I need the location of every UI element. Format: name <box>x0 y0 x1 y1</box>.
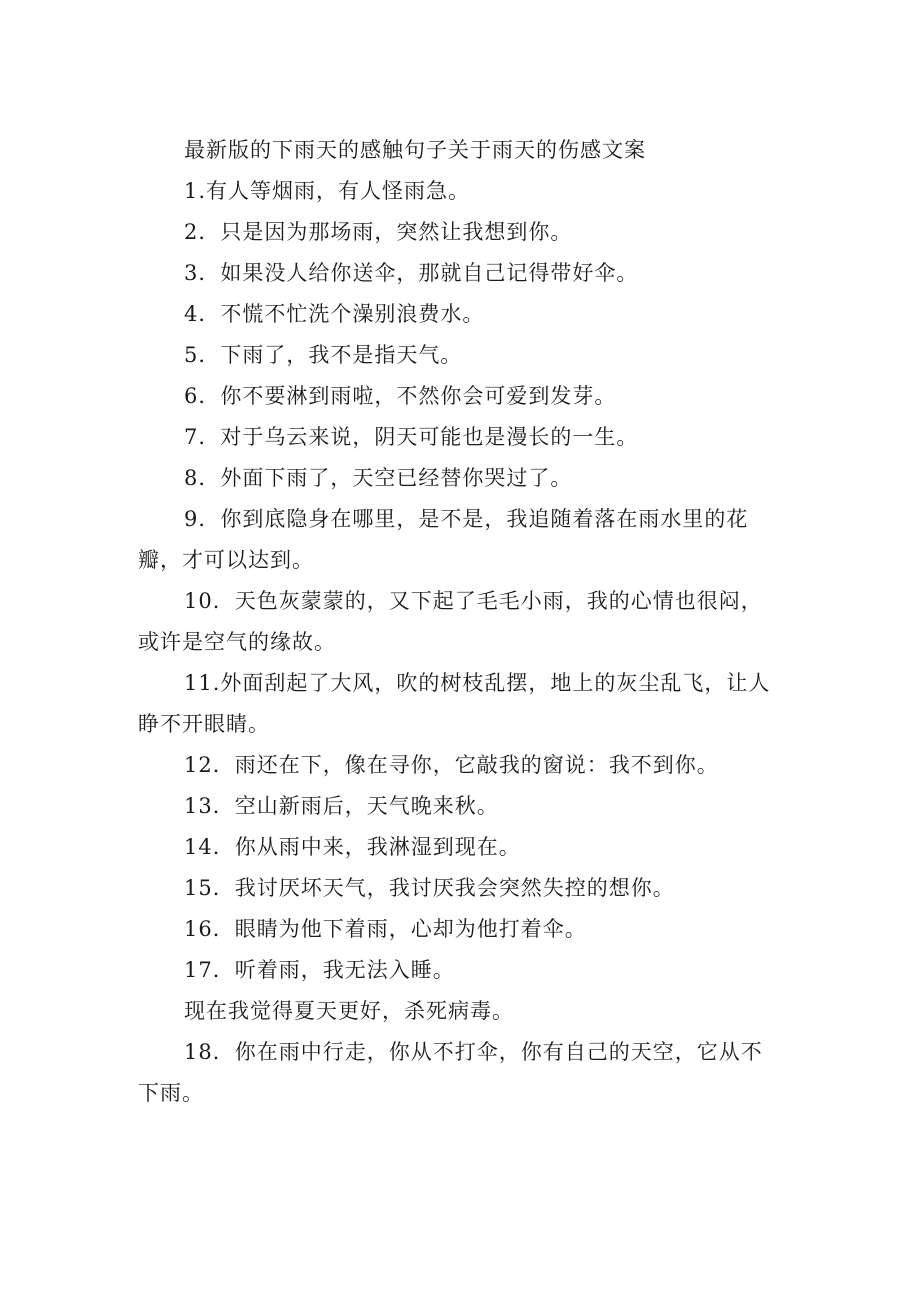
paragraph-4: 4．不慌不忙洗个澡别浪费水。 <box>184 302 485 326</box>
paragraph-1: 1.有人等烟雨，有人怪雨急。 <box>184 179 471 203</box>
paragraph-14: 14．你从雨中来，我淋湿到现在。 <box>184 835 521 859</box>
paragraph-17: 17．听着雨，我无法入睡。 <box>184 958 455 982</box>
document-title: 最新版的下雨天的感触句子关于雨天的伤感文案 <box>184 138 646 162</box>
paragraph-summer: 现在我觉得夏天更好，杀死病毒。 <box>184 999 514 1023</box>
paragraph-7: 7．对于乌云来说，阴天可能也是漫长的一生。 <box>184 425 639 449</box>
paragraph-18: 18．你在雨中行走，你从不打伞，你有自己的天空，它从不下雨。 <box>138 1040 763 1105</box>
paragraph-3: 3．如果没人给你送伞，那就自己记得带好伞。 <box>184 261 639 285</box>
paragraph-2: 2．只是因为那场雨，突然让我想到你。 <box>184 220 573 244</box>
paragraph-15: 15．我讨厌坏天气，我讨厌我会突然失控的想你。 <box>184 876 675 900</box>
paragraph-8: 8．外面下雨了，天空已经替你哭过了。 <box>184 466 573 490</box>
paragraph-6: 6．你不要淋到雨啦，不然你会可爱到发芽。 <box>184 384 617 408</box>
paragraph-16: 16．眼睛为他下着雨，心却为他打着伞。 <box>184 917 587 941</box>
document-body <box>138 130 780 1114</box>
paragraph-9: 9．你到底隐身在哪里，是不是，我追随着落在雨水里的花瓣，才可以达到。 <box>138 507 749 572</box>
paragraph-11: 11.外面刮起了大风，吹的树枝乱摆，地上的灰尘乱飞，让人睁不开眼睛。 <box>138 671 771 736</box>
paragraph-10: 10．天色灰蒙蒙的，又下起了毛毛小雨，我的心情也很闷，或许是空气的缘故。 <box>138 589 763 654</box>
paragraph-12: 12．雨还在下，像在寻你，它敲我的窗说：我不到你。 <box>184 753 719 777</box>
paragraph-13: 13．空山新雨后，天气晚来秋。 <box>184 794 499 818</box>
paragraph-5: 5．下雨了，我不是指天气。 <box>184 343 463 367</box>
